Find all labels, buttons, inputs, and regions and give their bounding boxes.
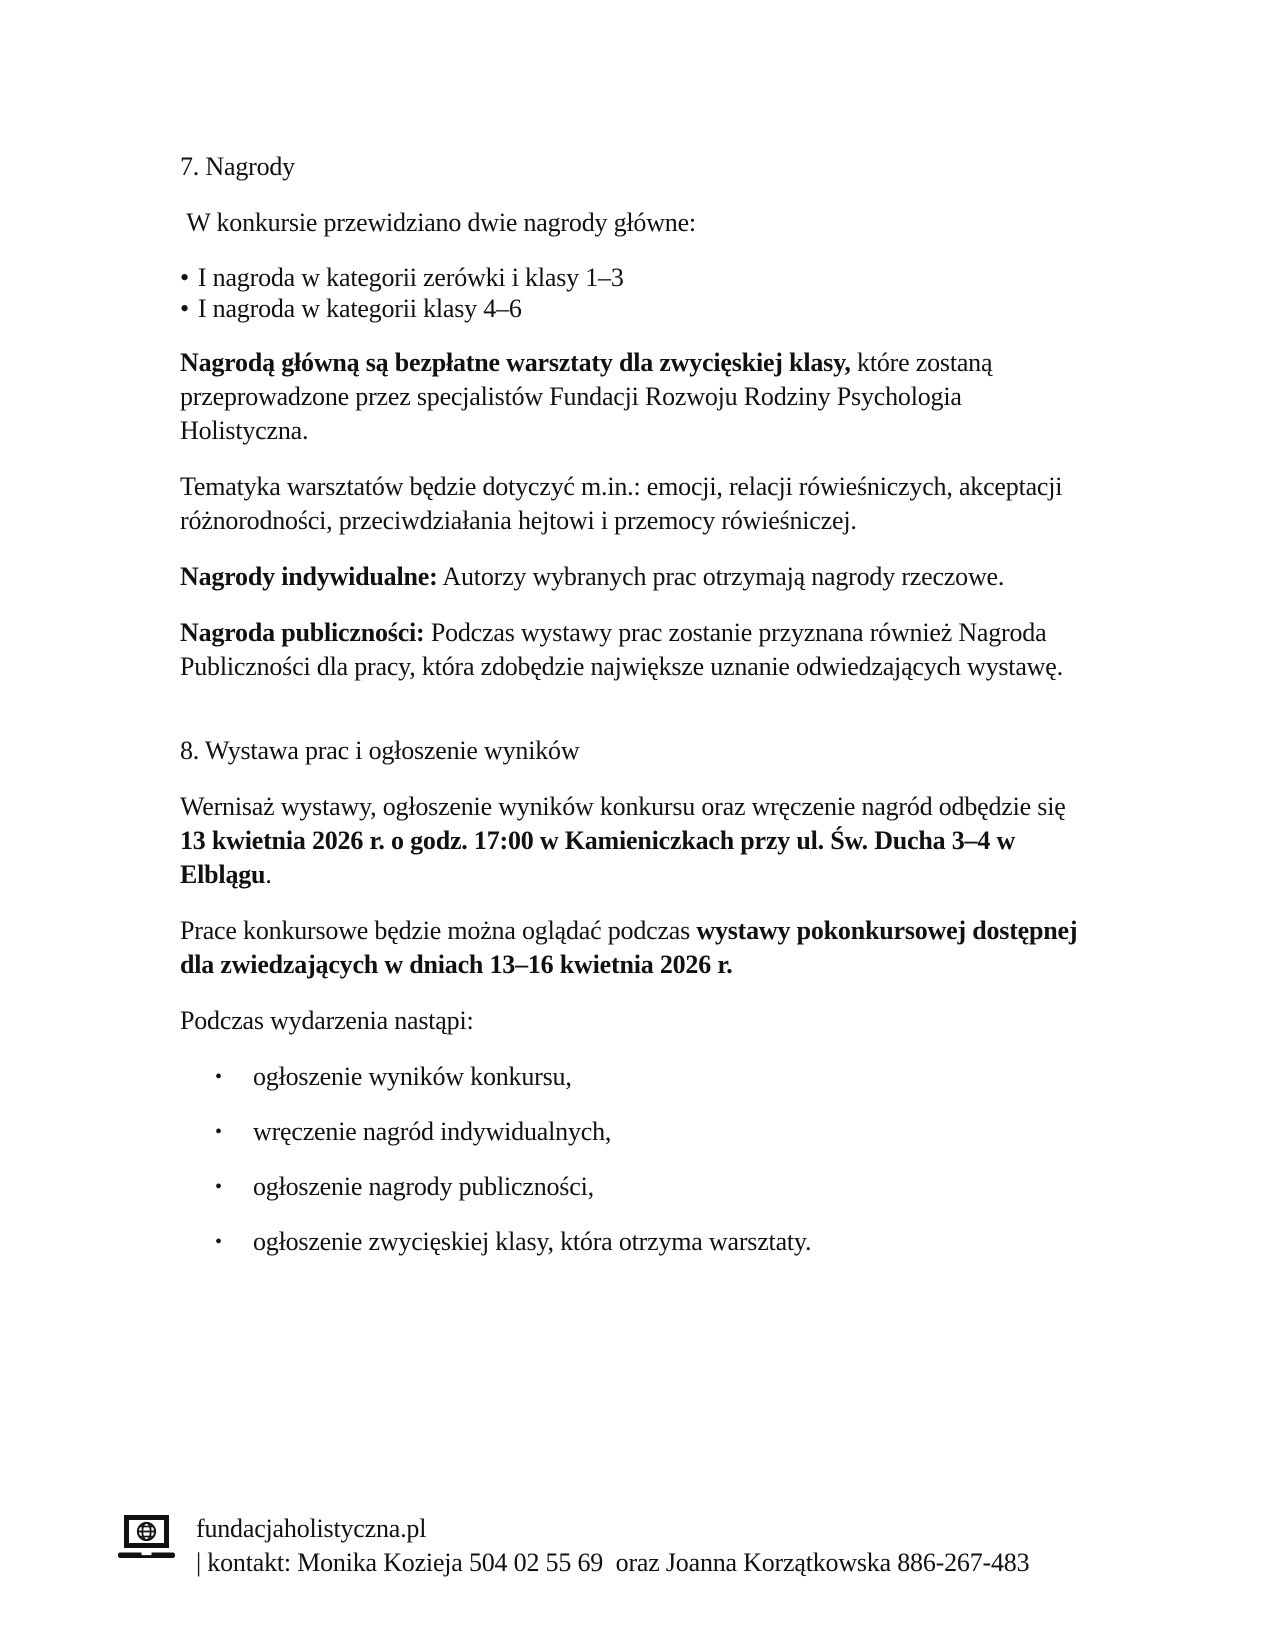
footer-text-block	[196, 1512, 1029, 1580]
bullet-icon: •	[215, 1066, 222, 1088]
document-body	[180, 150, 1080, 1280]
vernissage-paragraph	[180, 790, 1080, 892]
main-prize-bold-text: Nagrodą główną są bezpłatne warsztaty dla zwycięskiej klasy,	[180, 348, 851, 377]
event-item-text: ogłoszenie wyników konkursu,	[253, 1062, 572, 1091]
workshop-topics-paragraph: Tematyka warsztatów będzie dotyczyć m.in.: emocji, relacji rówieśniczych, akceptacji różnorodności, przeciwdziałania hejtowi i przemocy rówieśniczej.	[180, 472, 1063, 535]
bullet-icon: •	[180, 294, 189, 323]
section-8-heading: 8. Wystawa prac i ogłoszenie wyników	[180, 736, 580, 765]
page-footer	[118, 1512, 1029, 1580]
footer-contact: | kontakt: Monika Kozieja 504 02 55 69 oraz Joanna Korzątkowska 886-267-483	[196, 1548, 1030, 1577]
vernissage-date-bold-text: 13 kwietnia 2026 r. o godz. 17:00 w Kamieniczkach przy ul. Św. Ducha 3–4 w Elblągu	[180, 826, 1016, 889]
bullet-icon: •	[215, 1231, 222, 1253]
prize-category-item	[180, 262, 1080, 293]
section-7-intro-paragraph: W konkursie przewidziano dwie nagrody główne:	[180, 208, 696, 237]
main-prize-paragraph	[180, 346, 1080, 448]
section-7-heading: 7. Nagrody	[180, 152, 295, 181]
prize-category-item	[180, 293, 1080, 324]
individual-awards-paragraph	[180, 560, 1080, 594]
exhibition-paragraph	[180, 914, 1080, 982]
individual-awards-label: Nagrody indywidualne:	[180, 562, 438, 591]
event-list-item	[215, 1060, 1080, 1094]
vernissage-pre-text: Wernisaż wystawy, ogłoszenie wyników konkursu oraz wręczenie nagród odbędzie się	[180, 792, 1066, 821]
event-list-item	[215, 1225, 1080, 1259]
event-list	[180, 1060, 1080, 1259]
event-list-item	[215, 1115, 1080, 1149]
prize-category-text: I nagroda w kategorii zerówki i klasy 1–3	[197, 263, 624, 292]
bullet-icon: •	[215, 1176, 222, 1198]
audience-award-text: Podczas wystawy prac zostanie przyznana również Nagroda Publiczności dla pracy, która zdobędzie największe uznanie odwiedzających wystawę.	[180, 618, 1063, 681]
individual-awards-text: Autorzy wybranych prac otrzymają nagrody rzeczowe.	[437, 562, 1005, 591]
footer-website: fundacjaholistyczna.pl	[196, 1514, 427, 1543]
prize-category-list	[180, 262, 1080, 324]
bullet-icon: •	[180, 263, 189, 292]
event-item-text: wręczenie nagród indywidualnych,	[253, 1117, 612, 1146]
exhibition-dates-bold-text: wystawy pokonkursowej dostępnej dla zwiedzających w dniach 13–16 kwietnia 2026 r.	[180, 916, 1078, 979]
vernissage-post-text: .	[265, 860, 272, 889]
event-item-text: ogłoszenie zwycięskiej klasy, która otrzyma warsztaty.	[253, 1227, 812, 1256]
event-list-item	[215, 1170, 1080, 1204]
laptop-globe-icon	[118, 1515, 175, 1559]
bullet-icon: •	[215, 1121, 222, 1143]
exhibition-pre-text: Prace konkursowe będzie można oglądać podczas	[180, 916, 697, 945]
prize-category-text: I nagroda w kategorii klasy 4–6	[197, 294, 522, 323]
audience-award-paragraph	[180, 616, 1080, 684]
audience-award-label: Nagroda publiczności:	[180, 618, 425, 647]
event-item-text: ogłoszenie nagrody publiczności,	[253, 1172, 594, 1201]
event-intro-paragraph: Podczas wydarzenia nastąpi:	[180, 1006, 474, 1035]
main-prize-rest-text: które zostaną przeprowadzone przez specjalistów Fundacji Rozwoju Rodziny Psychologia Holistyczna.	[180, 348, 993, 445]
